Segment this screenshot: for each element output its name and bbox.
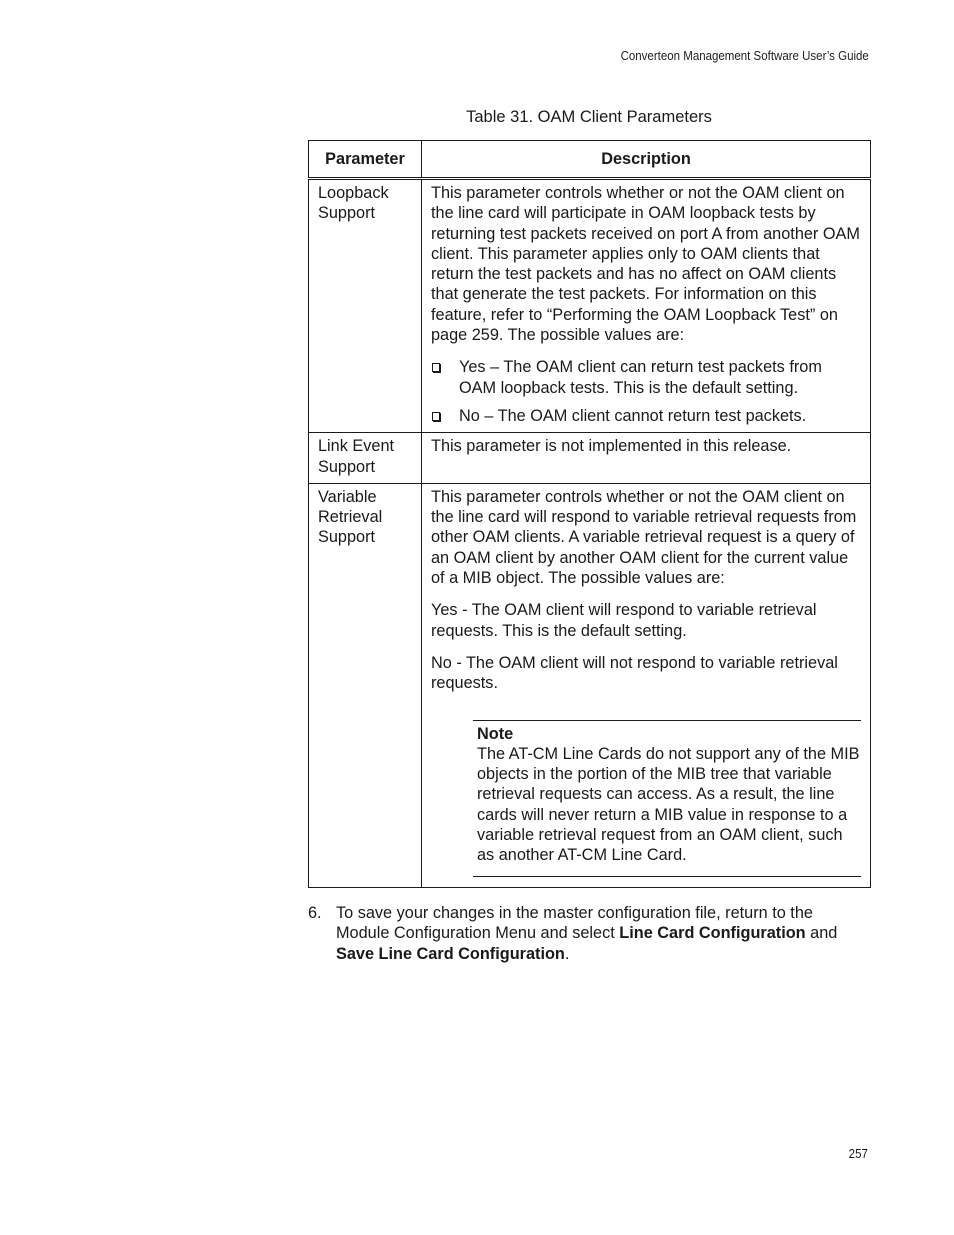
page-number: 257 — [848, 1147, 868, 1161]
oam-client-parameters-table — [308, 140, 871, 888]
running-header: Converteon Management Software User’s Guide — [620, 49, 869, 63]
description-text: This parameter controls whether or not the OAM client on the line card will respond to variable retrieval requests from other OAM clients. A variable retrieval request is a query of an OAM client by another OAM client for the current value of a MIB object. The possible values are: — [431, 487, 857, 588]
note-text: The AT-CM Line Cards do not support any of the MIB objects in the portion of the MIB tree that variable retrieval requests can access. As a result, the line cards will never return a MIB value in response to a variable retrieval request from an OAM client, such as another AT-CM Line Card. — [477, 744, 860, 865]
parameter-name: Loopback Support — [318, 184, 389, 223]
step-text — [336, 903, 870, 964]
description-cell — [422, 179, 871, 433]
table-caption: Table 31. OAM Client Parameters — [466, 108, 712, 126]
description-text: This parameter is not implemented in this release. — [431, 437, 792, 456]
table-row-variable-retrieval-support — [309, 483, 871, 887]
table-row-link-event-support — [309, 433, 871, 484]
option-text: Yes – The OAM client can return test packets from OAM loopback tests. This is the default setting. — [459, 358, 822, 397]
parameter-cell — [309, 483, 422, 887]
table-header-row — [309, 141, 871, 179]
value-no-text: No - The OAM client will not respond to variable retrieval requests. — [431, 653, 838, 693]
table-row-loopback-support — [309, 179, 871, 433]
box-bullet-icon — [432, 363, 440, 372]
step-text-part: and — [805, 924, 838, 943]
step-text-part: To save your changes in the master configuration file, return to the Module Configuration Menu and select — [336, 904, 813, 943]
parameter-cell — [309, 179, 422, 433]
parameter-cell — [309, 433, 422, 484]
value-yes-text: Yes - The OAM client will respond to variable retrieval requests. This is the default setting. — [431, 601, 817, 640]
column-header-parameter: Parameter — [309, 141, 422, 179]
note-title: Note — [477, 724, 514, 743]
possible-values-list — [431, 357, 861, 426]
step-6 — [308, 903, 870, 964]
step-text-part: . — [564, 944, 570, 963]
menu-option-save-line-card-configuration: Save Line Card Configuration — [336, 944, 565, 963]
menu-option-line-card-configuration: Line Card Configuration — [619, 924, 806, 943]
list-item — [431, 357, 861, 398]
description-text: This parameter controls whether or not the OAM client on the line card will participate in OAM loopback tests by returning test packets received on port A from another OAM client. This parameter applies only to OAM clients that return the test packets and has no affect on OAM clients that generate the test packets. For information on this feature, refer to “Performing the OAM Loopback Test” on page 259. The possible values are: — [431, 184, 860, 345]
note-box — [473, 720, 861, 877]
column-header-description: Description — [422, 141, 871, 179]
option-text: No – The OAM client cannot return test packets. — [459, 406, 807, 425]
list-item — [431, 406, 861, 426]
step-number: 6. — [308, 904, 322, 922]
parameter-name: Link Event Support — [318, 437, 395, 476]
description-cell — [422, 433, 871, 484]
parameter-name: Variable Retrieval Support — [318, 487, 383, 547]
box-bullet-icon — [432, 412, 440, 421]
description-cell — [422, 483, 871, 887]
